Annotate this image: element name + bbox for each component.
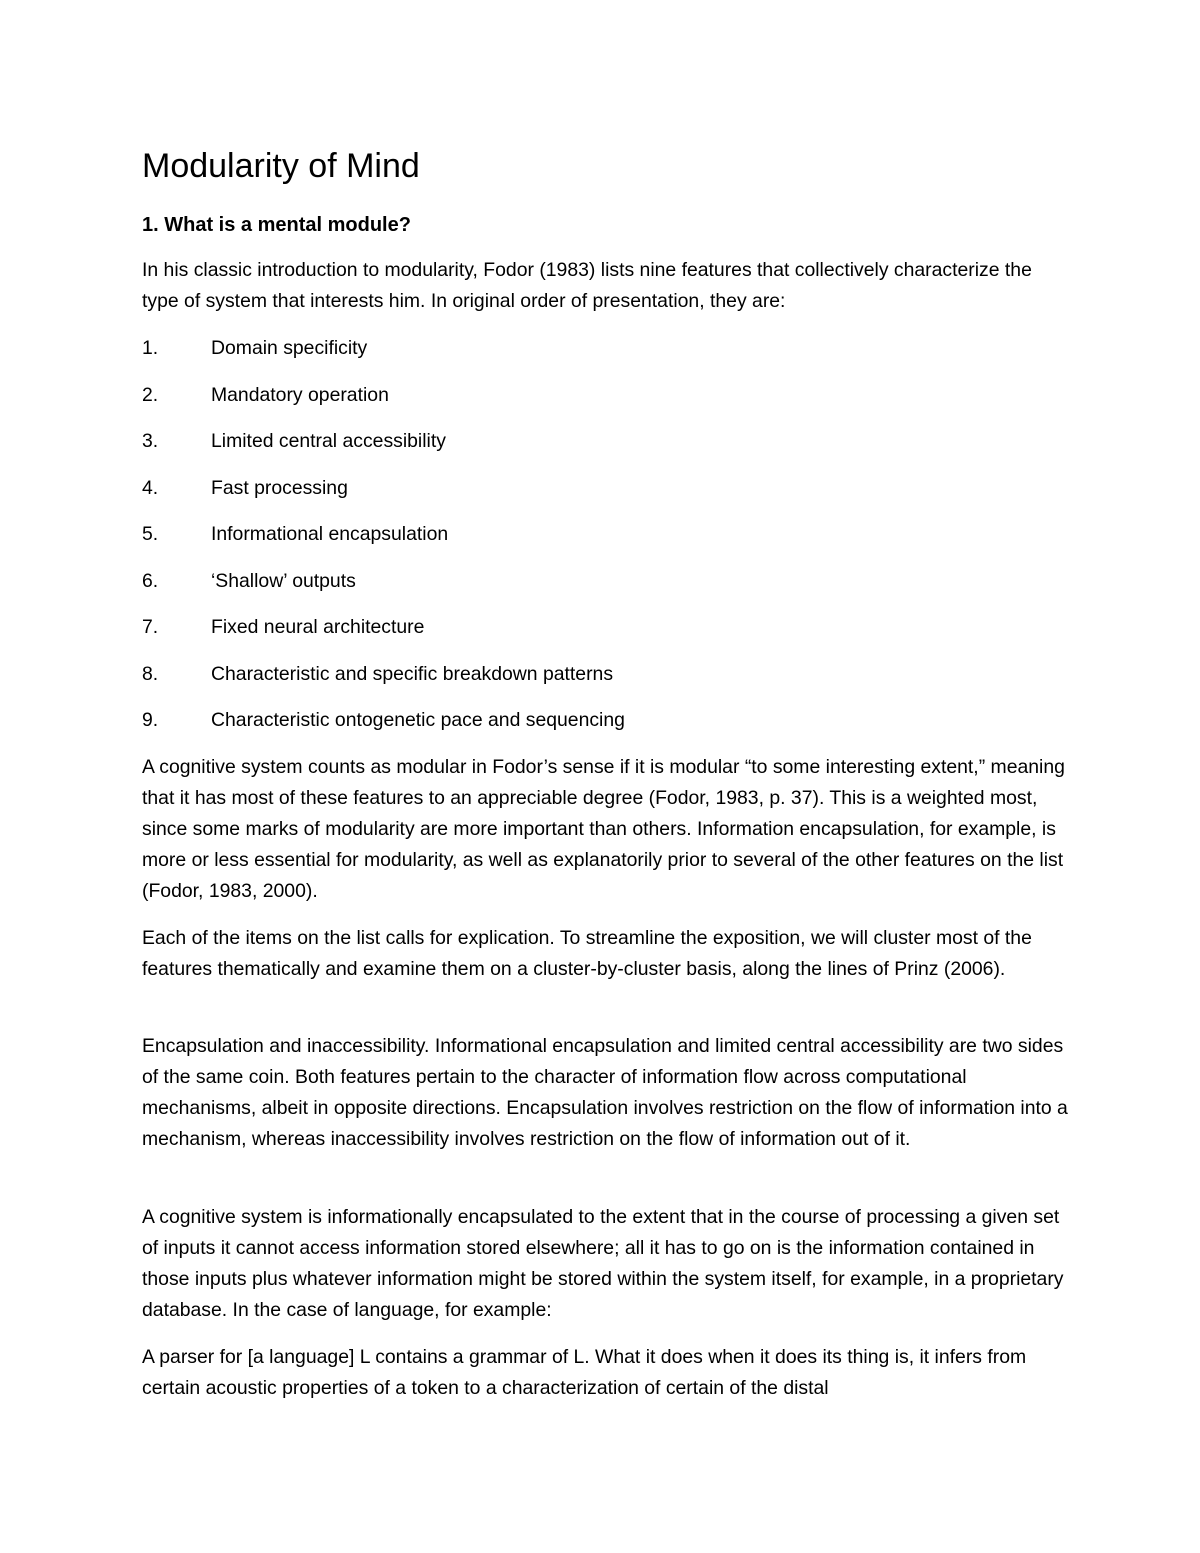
list-item-label: Characteristic and specific breakdown patterns [211, 662, 614, 685]
body-paragraph-modular-extent: A cognitive system counts as modular in Fodor’s sense if it is modular “to some interesting extent,” meaning that it has most of these features to an appreciable degree (Fodor, 1983, p. 37). This is a weighted most, since some marks of modularity are more important than others. Information encapsulation, for example, is more or less essential for modularity, as well as explanatorily prior to several of the other features on the list (Fodor, 1983, 2000). [142, 756, 1065, 902]
list-item-number: 5. [142, 523, 159, 545]
list-item-label: Characteristic ontogenetic pace and sequencing [211, 709, 625, 731]
list-item-number: 7. [142, 616, 159, 638]
intro-paragraph: In his classic introduction to modularity, Fodor (1983) lists nine features that collectively characterize the type of system that interests him. In original order of presentation, they are: [142, 259, 1032, 312]
body-paragraph-parser: A parser for [a language] L contains a grammar of L. What it does when it does its thing is, it infers from certain acoustic properties of a token to a characterization of certain of the distal [142, 1346, 1027, 1399]
list-item [142, 519, 625, 566]
list-item-label: Limited central accessibility [211, 430, 446, 452]
list-item [142, 705, 625, 752]
body-paragraph-encapsulation: Encapsulation and inaccessibility. Informational encapsulation and limited central accessibility are two sides of the same coin. Both features pertain to the character of information flow across computational mechanisms, albeit in opposite directions. Encapsulation involves restriction on the flow of information into a mechanism, whereas inaccessibility involves restriction on the flow of information out of it. [142, 1035, 1068, 1150]
list-item-label: ‘Shallow’ outputs [211, 569, 356, 592]
document-title: Modularity of Mind [142, 147, 420, 185]
list-item [142, 659, 625, 706]
list-item [142, 380, 625, 427]
list-item-number: 4. [142, 476, 159, 499]
list-item-number: 9. [142, 709, 159, 731]
list-item-label: Mandatory operation [211, 383, 389, 406]
section-heading: 1. What is a mental module? [142, 214, 411, 236]
list-item [142, 566, 625, 613]
body-paragraph-explication: Each of the items on the list calls for explication. To streamline the exposition, we will cluster most of the features thematically and examine them on a cluster-by-cluster basis, along the lines of Prinz (2006). [142, 927, 1032, 980]
body-paragraph-informational-encapsulation: A cognitive system is informationally encapsulated to the extent that in the course of processing a given set of inputs it cannot access information stored elsewhere; all it has to go on is the information contained in those inputs plus whatever information might be stored within the system itself, for example, in a proprietary database. In the case of language, for example: [142, 1206, 1064, 1321]
list-item-number: 3. [142, 430, 159, 452]
list-item-number: 1. [142, 337, 159, 359]
list-item [142, 473, 625, 520]
list-item [142, 426, 625, 473]
list-item [142, 612, 625, 659]
list-item-label: Fixed neural architecture [211, 616, 425, 638]
list-item-label: Fast processing [211, 476, 348, 499]
list-item-label: Domain specificity [211, 337, 368, 359]
list-item-number: 8. [142, 662, 159, 685]
list-item [142, 333, 625, 380]
list-item-label: Informational encapsulation [211, 523, 449, 545]
features-list [142, 333, 625, 752]
list-item-number: 6. [142, 569, 159, 592]
list-item-number: 2. [142, 383, 159, 406]
